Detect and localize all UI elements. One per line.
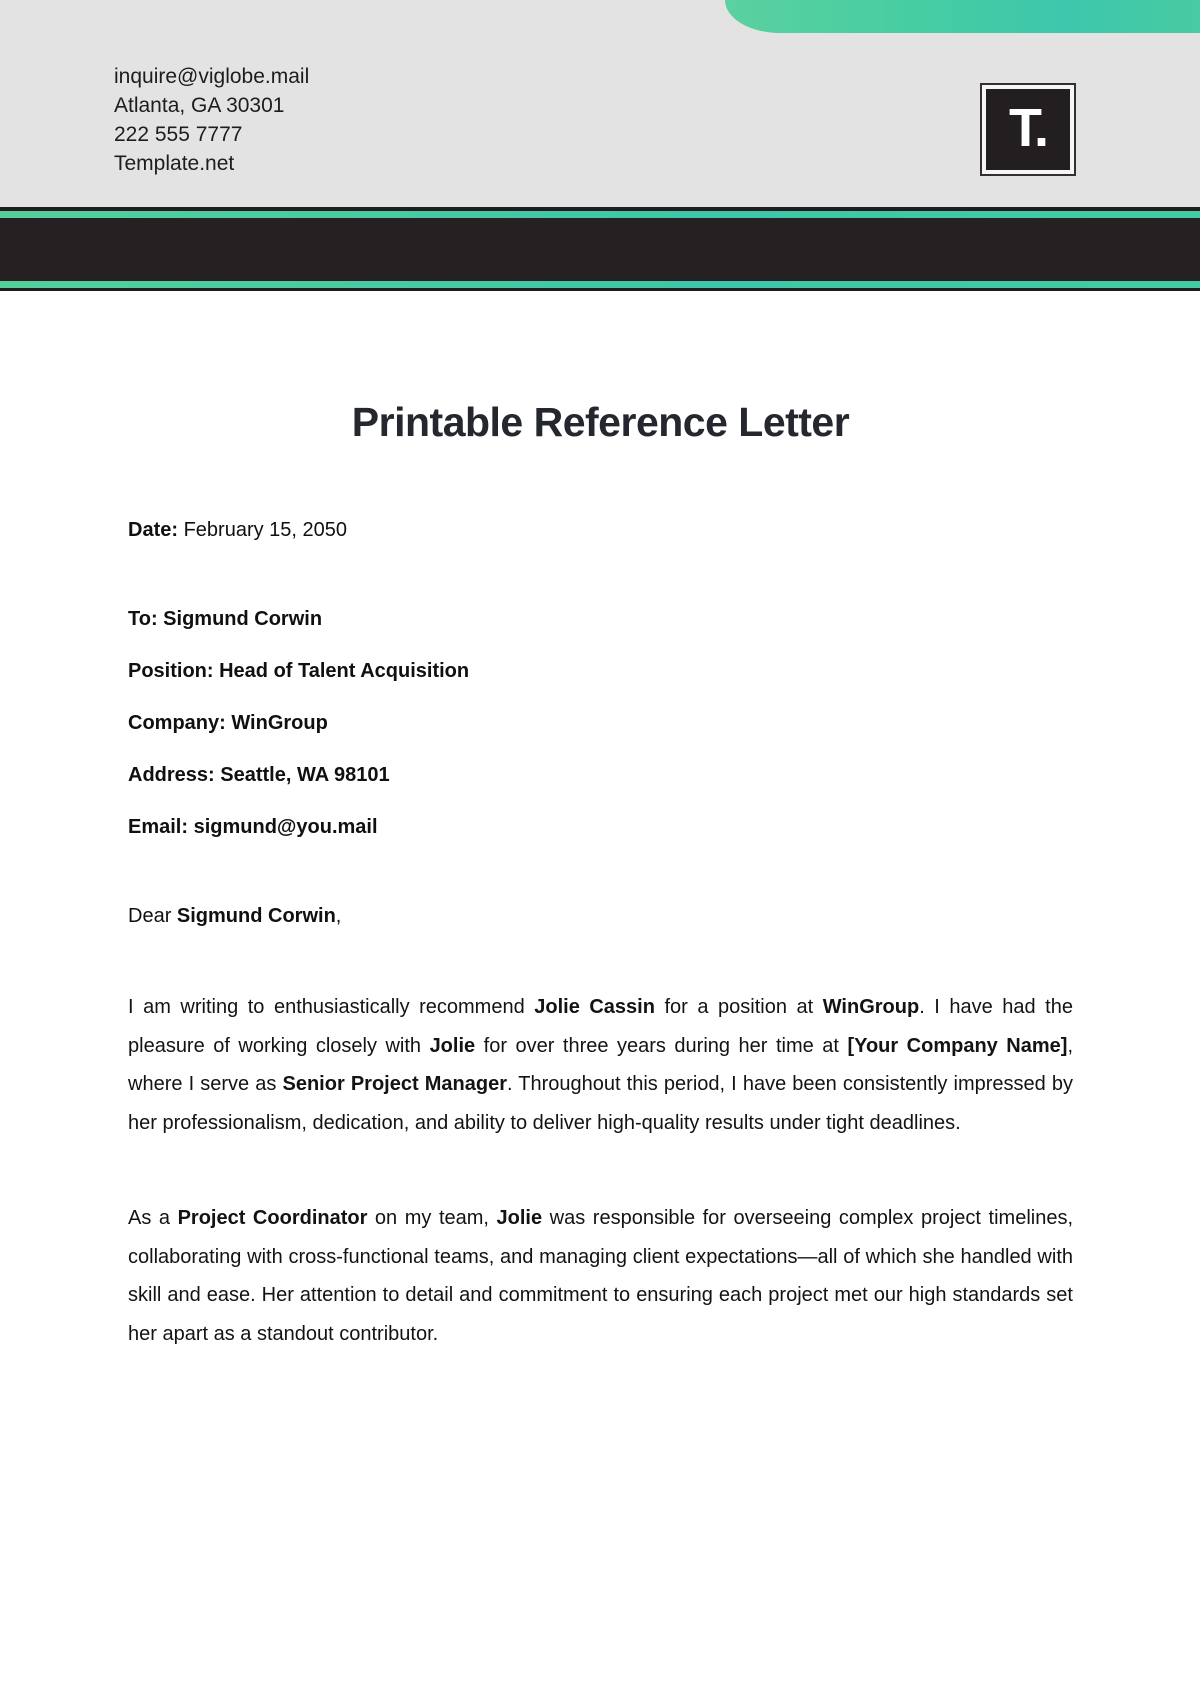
divider-teal-bottom — [0, 281, 1200, 288]
recipient-block — [128, 593, 1073, 853]
contact-block — [114, 62, 309, 178]
recipient-email: Email: sigmund@you.mail — [128, 816, 378, 839]
contact-email: inquire@viglobe.mail — [114, 65, 310, 88]
corner-accent-shape — [725, 0, 1200, 33]
recipient-to: To: Sigmund Corwin — [128, 608, 323, 631]
brand-logo-text: T. — [1008, 97, 1047, 158]
date-line — [128, 517, 1073, 543]
letter-content — [0, 291, 1200, 1353]
contact-website: Template.net — [114, 152, 235, 175]
divider-band — [0, 207, 1200, 291]
divider-dark-bar — [0, 218, 1200, 281]
recipient-company: Company: WinGroup — [128, 712, 328, 735]
date-value: February 15, 2050 — [183, 519, 348, 542]
contact-phone: 222 555 7777 — [114, 123, 243, 146]
page-title: Printable Reference Letter — [351, 399, 850, 445]
date-label: Date: — [128, 519, 179, 542]
divider-teal-top — [0, 211, 1200, 218]
body-paragraph-2: As a Project Coordinator on my team, Jolie was responsible for overseeing complex project timelines, collaborating with cross-functional teams, and managing client expectations—all of which she handled with skill and ease. Her attention to detail and commitment to ensuring each project met our high standards set her apart as a standout contributor. — [128, 1207, 1074, 1345]
salutation: Dear Sigmund Corwin, — [128, 905, 342, 928]
recipient-position: Position: Head of Talent Acquisition — [128, 660, 470, 683]
body-paragraph-1: I am writing to enthusiastically recommend Jolie Cassin for a position at WinGroup. I have had the pleasure of working closely with Jolie for over three years during her time at [Your Company Name], where I serve as Senior Project Manager. Throughout this period, I have been consistently impressed by her professionalism, dedication, and ability to deliver high-quality results under tight deadlines. — [128, 996, 1074, 1134]
letterhead — [0, 0, 1200, 207]
recipient-address: Address: Seattle, WA 98101 — [128, 764, 390, 787]
brand-logo — [982, 85, 1074, 174]
contact-address: Atlanta, GA 30301 — [114, 94, 285, 117]
